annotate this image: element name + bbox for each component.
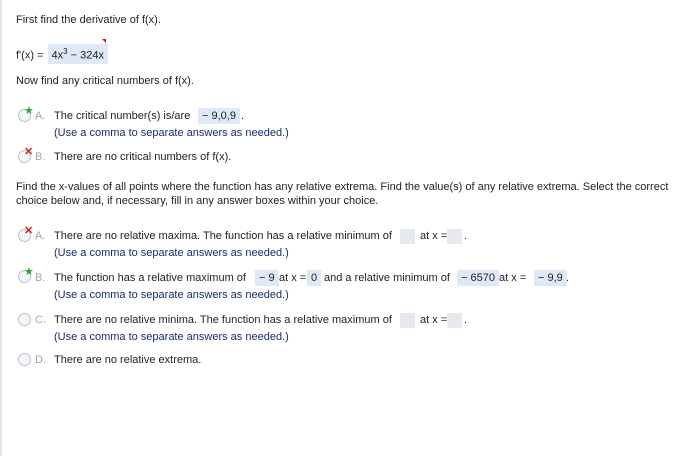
option-note: (Use a comma to separate answers as needed.) <box>54 127 289 139</box>
option-letter: A. <box>35 230 46 242</box>
critical-numbers-answer[interactable]: − 9,0,9 <box>198 108 240 124</box>
option-note: (Use a comma to separate answers as needed.) <box>54 247 289 259</box>
x-mark-icon: ✕ <box>24 146 34 158</box>
min-value-answer[interactable]: − 6570 <box>457 270 499 286</box>
derivative-lhs: f'(x) = <box>16 49 47 62</box>
option-text: There are no critical numbers of f(x). <box>54 151 232 163</box>
option-text: There are no relative maxima. The function has a relative minimum of <box>54 230 392 242</box>
min-x-box[interactable] <box>447 229 462 244</box>
extrema-instruction: Find the x-values of all points where the function has any relative extrema. Find the value(s) of any relative extrema. Select the correct choice below and, if necessary, fill in any answer boxes within your choice. <box>16 181 669 207</box>
x-mark-icon: ✕ <box>24 225 34 237</box>
option-letter: D. <box>35 354 46 366</box>
derivative-exponent: 3 <box>63 47 68 56</box>
option-letter: C. <box>35 314 46 326</box>
flag-icon <box>102 39 106 43</box>
option-text: The function has a relative maximum of <box>54 272 246 284</box>
derivative-answer-box[interactable] <box>48 44 108 64</box>
max-value-box[interactable] <box>400 313 415 328</box>
option-note: (Use a comma to separate answers as needed.) <box>54 289 289 301</box>
derivative-row <box>16 44 109 64</box>
option-letter: B. <box>35 272 46 284</box>
radio-button[interactable] <box>18 353 31 366</box>
option-text: There are no relative extrema. <box>54 354 202 366</box>
at-x-label: at x = <box>420 230 448 242</box>
option-text: The critical number(s) is/are <box>54 110 191 122</box>
period: . <box>566 272 570 284</box>
min-value-box[interactable] <box>400 229 415 244</box>
radio-button[interactable] <box>18 313 31 326</box>
star-icon: ★ <box>24 266 34 278</box>
left-border <box>0 0 2 456</box>
option-text-mid: and a relative minimum of <box>324 272 450 284</box>
max-value-answer[interactable]: − 9 <box>255 270 279 286</box>
at-x-label: at x = <box>420 314 448 326</box>
derivative-term-1: 4x <box>51 49 64 62</box>
max-x-box[interactable] <box>447 313 462 328</box>
at-x-label: at x = <box>279 272 307 284</box>
option-letter: B. <box>35 151 46 163</box>
star-icon: ★ <box>24 105 34 117</box>
derivative-instruction: First find the derivative of f(x). <box>16 14 161 26</box>
option-note: (Use a comma to separate answers as needed.) <box>54 331 289 343</box>
min-x-answer[interactable]: − 9,9 <box>534 270 567 286</box>
period: . <box>464 314 468 326</box>
max-x-answer[interactable]: 0 <box>307 270 321 286</box>
at-x-label: at x = <box>499 272 527 284</box>
option-text: There are no relative minima. The function has a relative maximum of <box>54 314 392 326</box>
critical-instruction: Now find any critical numbers of f(x). <box>16 75 194 87</box>
option-letter: A. <box>35 110 46 122</box>
period: . <box>464 230 468 242</box>
period: . <box>241 110 245 122</box>
derivative-term-2: − 324x <box>67 49 104 62</box>
